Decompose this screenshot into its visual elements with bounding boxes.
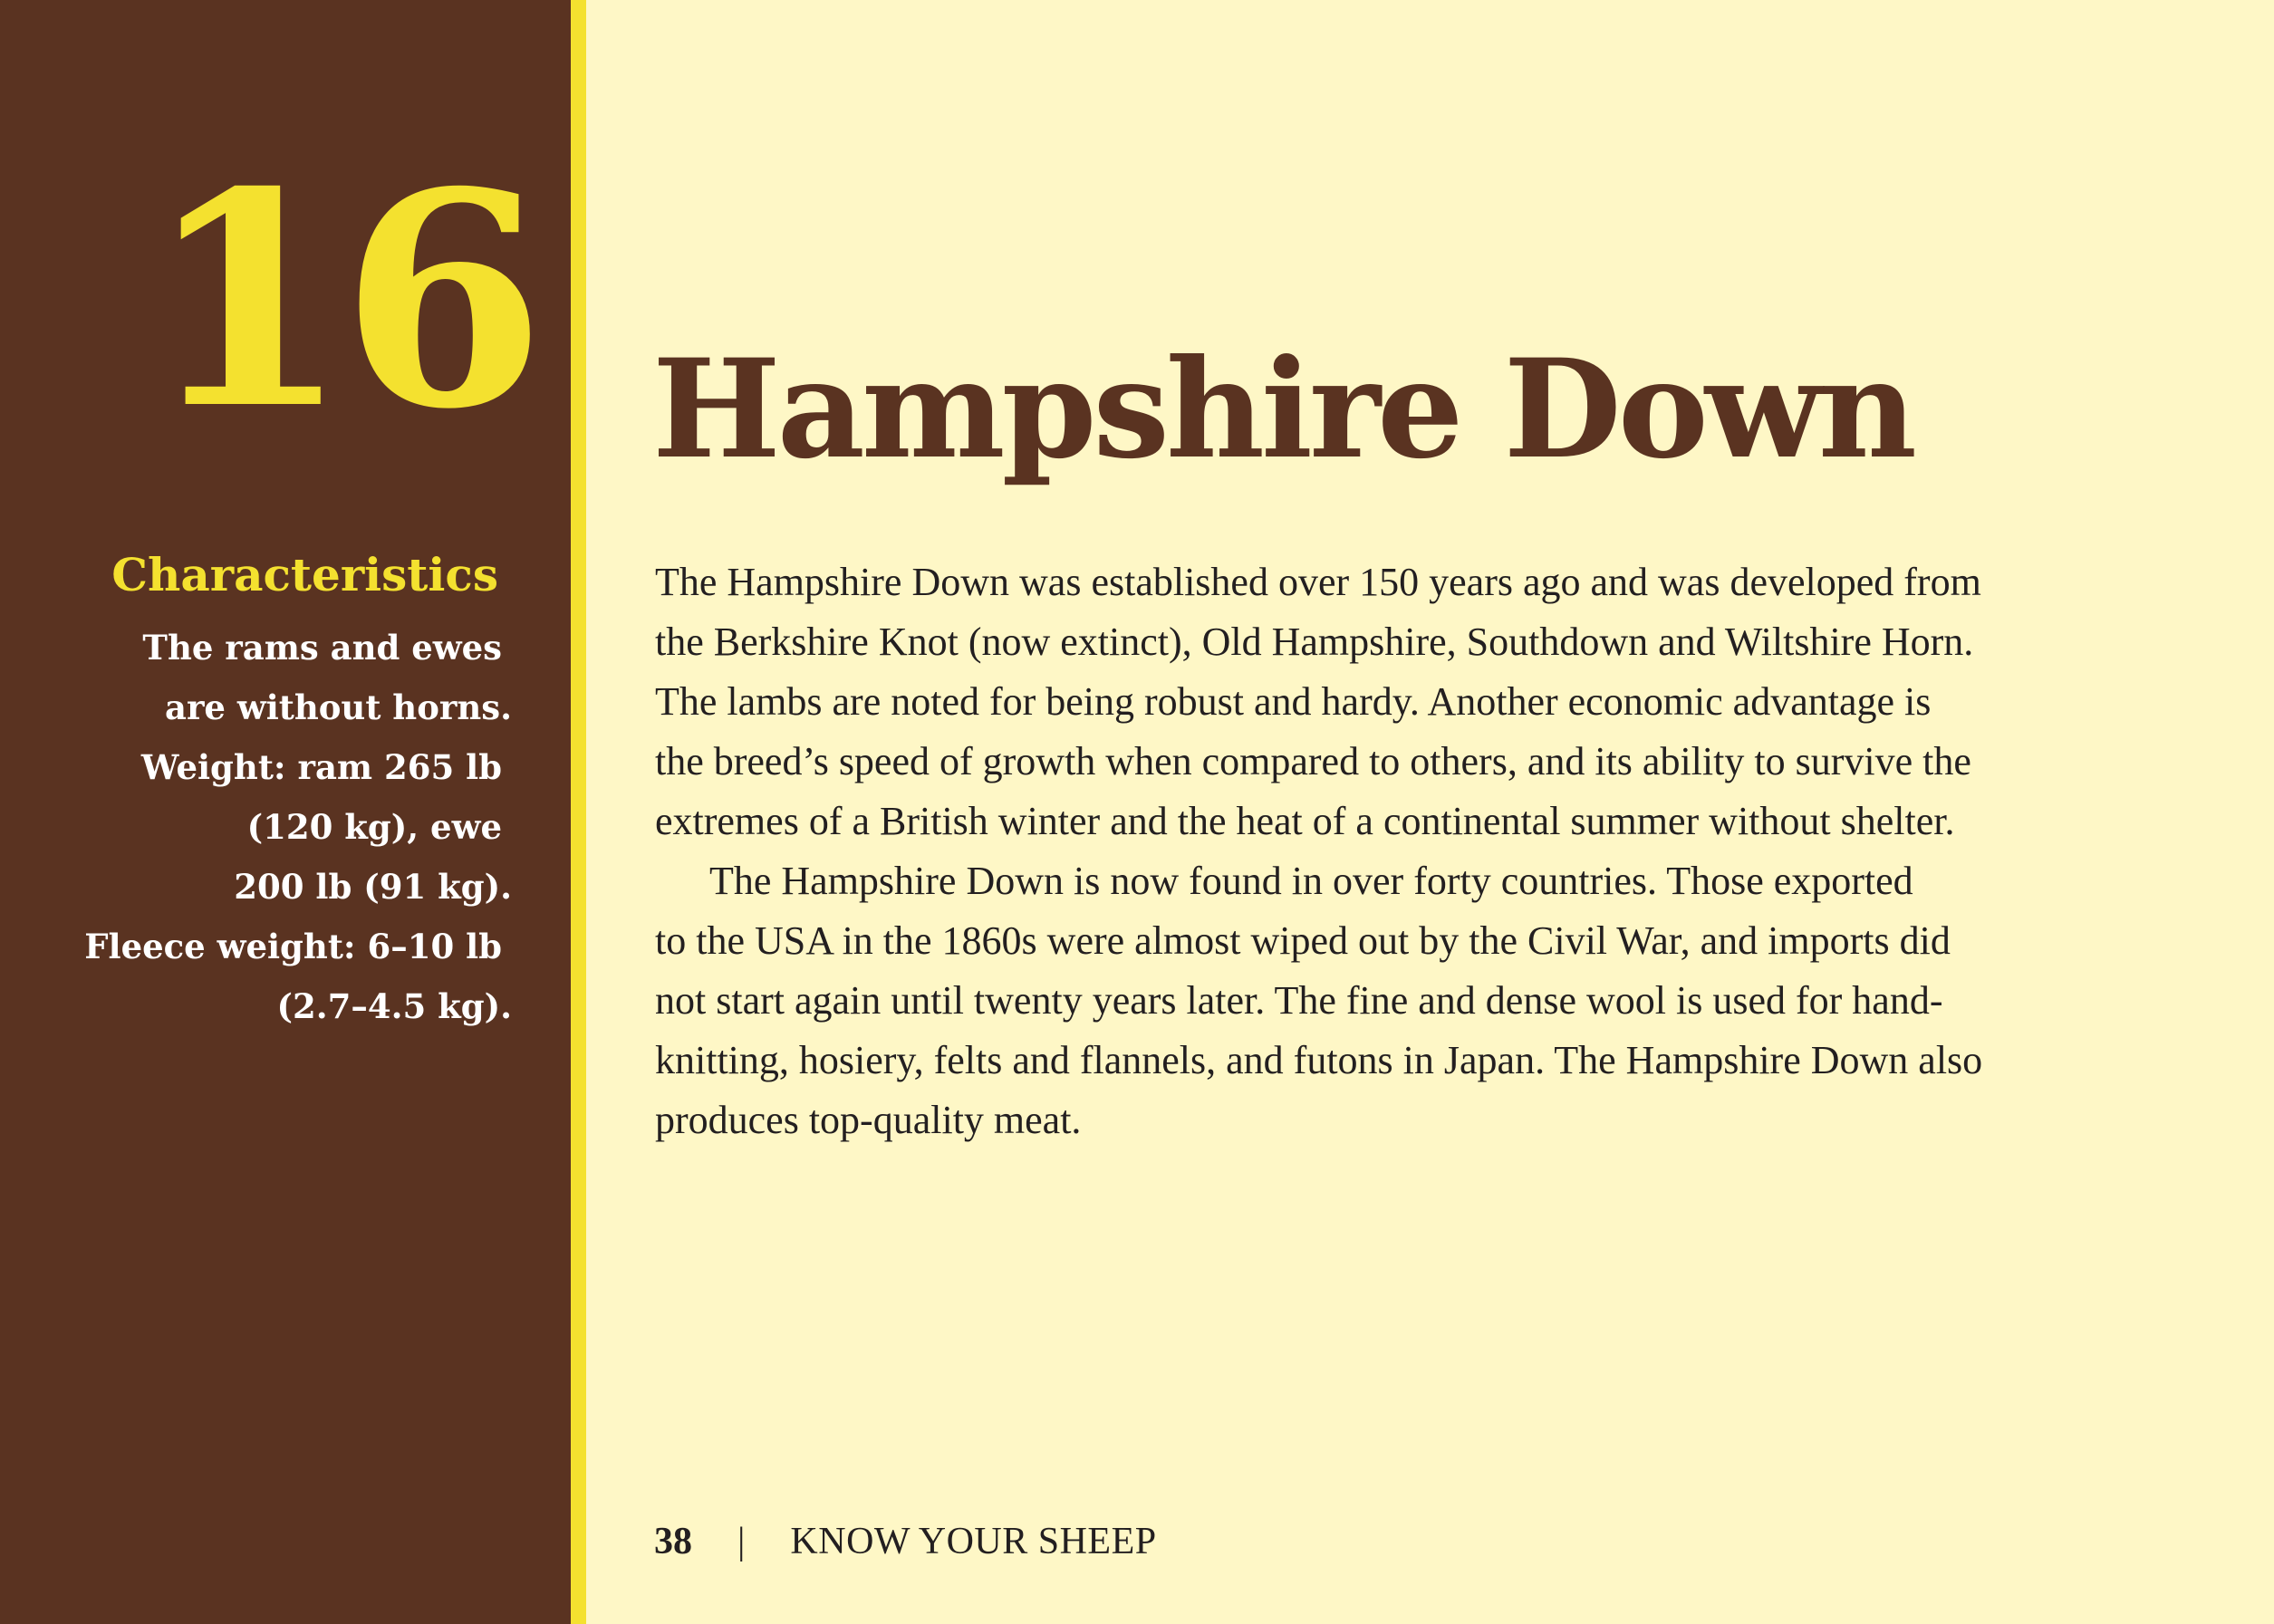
page-title: Hampshire Down xyxy=(652,330,1913,489)
body-text xyxy=(655,553,2123,1150)
paragraph-1 xyxy=(655,553,2123,851)
characteristics-line: are without horns. xyxy=(164,687,512,727)
sidebar-accent-stripe xyxy=(571,0,586,1624)
page-number: 38 xyxy=(654,1521,692,1562)
text-line: The Hampshire Down was established over 150 years ago and was developed from xyxy=(655,560,1981,604)
text-line: the Berkshire Knot (now extinct), Old Hampshire, Southdown and Wiltshire Horn. xyxy=(655,620,1974,664)
text-line: knitting, hosiery, felts and flannels, and futons in Japan. The Hampshire Down also xyxy=(655,1038,1983,1082)
characteristics-line: 200 lb (91 kg). xyxy=(234,867,512,907)
paragraph-2 xyxy=(655,851,2123,1150)
text-line: The lambs are noted for being robust and hardy. Another economic advantage is xyxy=(655,679,1932,724)
text-line: extremes of a British winter and the heat of a continental summer without shelter. xyxy=(655,799,1955,843)
characteristics-line: The rams and ewes xyxy=(142,628,502,668)
page-footer xyxy=(654,1514,1157,1569)
breed-number: 16 xyxy=(145,128,537,474)
footer-separator: | xyxy=(737,1521,746,1562)
text-line: the breed’s speed of growth when compared to others, and its ability to survive the xyxy=(655,739,1971,783)
book-title: KNOW YOUR SHEEP xyxy=(790,1521,1157,1562)
text-line: The Hampshire Down is now found in over forty countries. Those exported xyxy=(709,859,1913,903)
text-line: produces top-quality meat. xyxy=(655,1098,1082,1142)
characteristics-list xyxy=(84,618,512,1036)
text-line: not start again until twenty years later. The fine and dense wool is used for hand- xyxy=(655,978,1943,1023)
characteristics-line: Fleece weight: 6–10 lb xyxy=(84,927,502,966)
characteristics-line: Weight: ram 265 lb xyxy=(140,747,502,787)
characteristics-line: (120 kg), ewe xyxy=(246,807,502,847)
text-line: to the USA in the 1860s were almost wiped out by the Civil War, and imports did xyxy=(655,918,1951,963)
characteristics-line: (2.7–4.5 kg). xyxy=(276,986,512,1026)
characteristics-heading: Characteristics xyxy=(111,548,498,601)
